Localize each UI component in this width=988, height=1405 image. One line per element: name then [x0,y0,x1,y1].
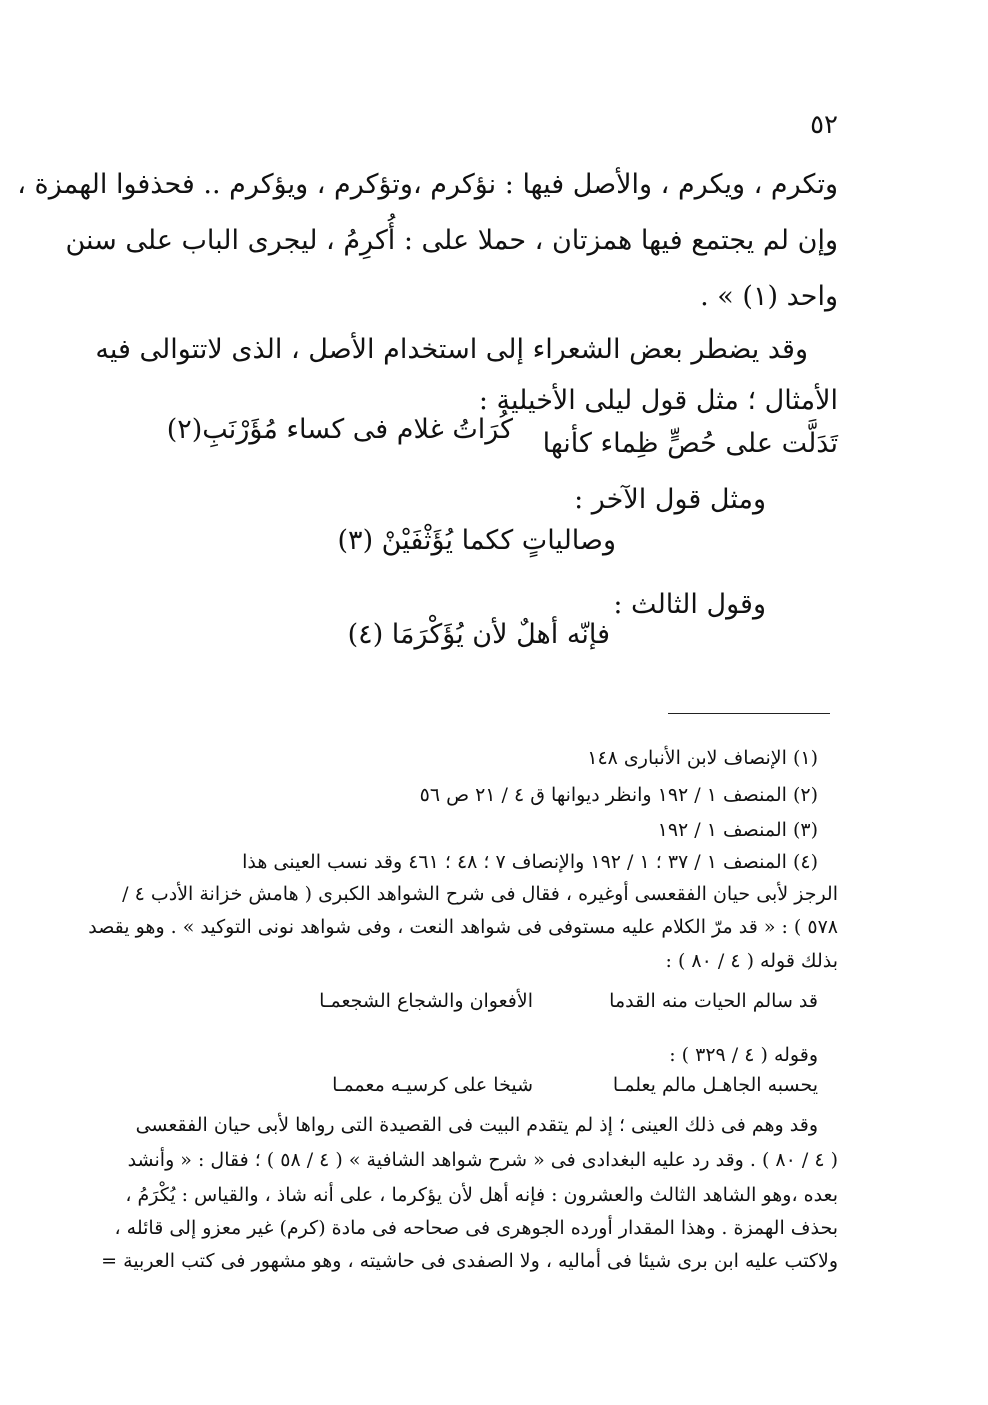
footnote: (١) الإنصاف لابن الأنبارى ١٤٨ [587,747,818,769]
footnote: بذلك قوله ( ٤ / ٨٠ ) : [665,950,838,972]
verse-hemistich-right: تَدَلَّت على حُصٍّ ظِماء كأنها [542,428,838,459]
verse-line: وصالياتٍ ككما يُؤَثْفَيْنْ (٣) [337,525,616,556]
footnote: بعده ،وهو الشاهد الثالث والعشرون : فإنه أهل لأن يؤكرما ، على أنه شاذ ، والقياس : يُكْرَمُ ، [125,1184,838,1206]
body-line: وقد يضطر بعض الشعراء إلى استخدام الأصل ، الذى لاتتوالى فيه [95,334,808,365]
footnote: (٢) المنصف ١ / ١٩٢ وانظر ديوانها ق ٤ / ٢١ ص ٥٦ [419,784,818,806]
footnote: ( ٤ / ٨٠ ) . وقد رد عليه البغدادى فى « شرح شواهد الشافية » ( ٤ / ٥٨ ) ؛ فقال : « وأنشد [127,1149,838,1171]
footnote: الرجز لأبى حيان الفقعسى أوغيره ، فقال فى شرح الشواهد الكبرى ( هامش خزانة الأدب ٤ / [122,883,838,905]
body-line: وإن لم يجتمع فيها همزتان ، حملا على : أُكرِمُ ، ليجرى الباب على سنن [65,225,838,256]
footnote: (٤) المنصف ١ / ٣٧ ؛ ١ / ١٩٢ والإنصاف ٧ ؛ ٤٨ ؛ ٤٦١ وقد نسب العينى هذا [242,851,818,873]
footnote-verse-left: شيخا على كرسيـه معممـا [332,1074,533,1096]
verse-hemistich-left: كُرَاتُ غلام فى كساء مُؤَرْنَبِ(٢) [166,414,513,445]
body-line: وقول الثالث : [613,589,766,620]
body-line: الأمثال ؛ مثل قول ليلى الأخيلية : [478,385,838,416]
footnote-verse-right: يحسبه الجاهـل مالم يعلمـا [612,1074,818,1096]
footnote: ٥٧٨ ) : « قد مرّ الكلام عليه مستوفى فى شواهد النعت ، وفى شواهد نونى التوكيد » . وهو يقصد [88,916,838,938]
page-number: ٥٢ [810,110,838,140]
footnote: (٣) المنصف ١ / ١٩٢ [657,819,818,841]
footnote: وقوله ( ٤ / ٣٢٩ ) : [669,1044,818,1066]
footnote: ولاكتب عليه ابن برى شيئا فى أماليه ، ولا الصفدى فى حاشيته ، وهو مشهور فى كتب العربية = [101,1250,838,1272]
body-line: وتكرم ، ويكرم ، والأصل فيها : نؤكرم ،وتؤكرم ، ويؤكرم .. فحذفوا الهمزة ، [17,169,838,200]
verse-line: فإنّه أهلٌ لأن يُؤَكْرَمَا (٤) [347,619,610,650]
footnote-separator [668,713,830,714]
footnote-verse-right: قد سالم الحيات منه القدما [609,990,818,1012]
footnote: بحذف الهمزة . وهذا المقدار أورده الجوهرى فى صحاحه فى مادة (كرم) غير معزو إلى قائله ، [114,1217,838,1239]
body-line: ومثل قول الآخر : [574,484,766,515]
footnote: وقد وهم فى ذلك العينى ؛ إذ لم يتقدم البيت فى القصيدة التى رواها لأبى حيان الفقعسى [135,1114,818,1136]
body-line: واحد (١) » . [700,281,838,312]
footnote-verse-left: الأفعوان والشجاع الشجعمـا [319,990,533,1012]
